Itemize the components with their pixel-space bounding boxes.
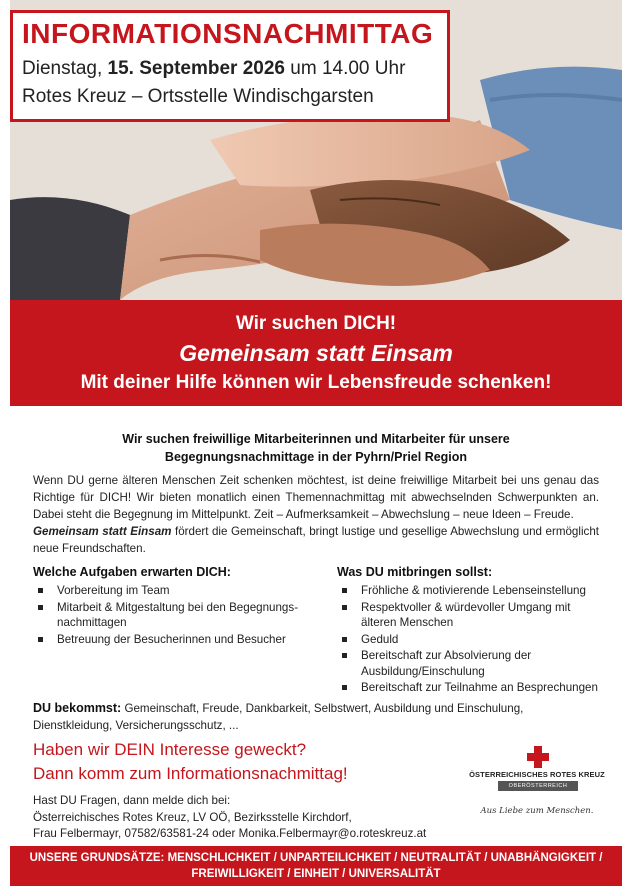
intro-heading xyxy=(60,430,572,466)
intro-line-1: Wir suchen freiwillige Mitarbeiterinnen und Mitarbeiter für unsere xyxy=(122,432,510,446)
date-bold: 15. September 2026 xyxy=(107,58,285,79)
benefits-list: Gemeinschaft, Freude, Dankbarkeit, Selbstwert, Ausbildung und Einschulung, Dienstkleidung, Versicherungsschutz, ... xyxy=(33,702,524,732)
tasks-section xyxy=(33,565,318,648)
logo-name: ÖSTERREICHISCHES ROTES KREUZ xyxy=(469,770,605,779)
intro-line-2: Begegnungsnachmittage in der Pyhrn/Priel Region xyxy=(164,450,468,464)
paragraph-emphasis: Gemeinsam statt Einsam xyxy=(33,525,172,538)
event-title: INFORMATIONSNACHMITTAG xyxy=(22,18,434,49)
logo-tagline: Aus Liebe zum Menschen. xyxy=(480,806,594,816)
cta-line-1: Haben wir DEIN Interesse geweckt? xyxy=(33,740,307,759)
requirements-heading: Was DU mitbringen sollst: xyxy=(337,565,493,579)
list-item: Geduld xyxy=(337,632,602,648)
event-place: Rotes Kreuz – Ortsstelle Windischgarsten xyxy=(22,86,374,107)
cta-line-2: Dann komm zum Informationsnachmittag! xyxy=(33,764,348,783)
description-paragraph xyxy=(33,472,599,557)
requirements-section xyxy=(337,565,602,697)
red-cross-icon xyxy=(527,746,549,768)
logo-subtitle: OBERÖSTERREICH xyxy=(498,781,578,791)
contact-block xyxy=(33,793,453,843)
footer-line-2: FREIWILLIGKEIT / EINHEIT / UNIVERSALITÄT xyxy=(191,868,441,880)
event-date xyxy=(22,58,405,80)
requirements-list xyxy=(337,583,602,696)
contact-line-2: Österreichisches Rotes Kreuz, LV OÖ, Bezirksstelle Kirchdorf, xyxy=(33,810,352,824)
list-item: Bereitschaft zur Teilnahme an Besprechungen xyxy=(337,680,602,696)
list-item: Vorbereitung im Team xyxy=(33,583,318,599)
date-prefix: Dienstag, xyxy=(22,58,108,79)
paragraph-text-1: Wenn DU gerne älteren Menschen Zeit schenken möchtest, ist deine freiwillige Mitarbeit bei uns genau das Richtige für DICH! Wir bieten monatlich einen Themennachmittag mit abwechselnden Schwerpunkten an. Dabei steht die Begegnung im Mittelpunkt. Zeit – Aufmerksamkeit – Abwechslung – neue Ideen – Freude. xyxy=(33,474,599,521)
paragraph-text-2: fördert die Gemeinschaft, bringt lustige und gesellige Abwechslung und ermöglicht neue Freundschaften. xyxy=(33,525,599,555)
list-item: Respektvoller & würdevoller Umgang mit älteren Menschen xyxy=(337,600,602,631)
list-item: Mitarbeit & Mitgestaltung bei den Begegnungsnachmittagen xyxy=(33,600,318,631)
contact-line-1: Hast DU Fragen, dann melde dich bei: xyxy=(33,794,231,807)
benefits-label: DU bekommst: xyxy=(33,701,122,715)
footer-line-1: UNSERE GRUNDSÄTZE: MENSCHLICHKEIT / UNPARTEILICHKEIT / NEUTRALITÄT / UNABHÄNGIGKEIT / xyxy=(29,852,603,864)
list-item: Betreuung der Besucherinnen und Besucher xyxy=(33,632,318,648)
banner-slogan: Gemeinsam statt Einsam xyxy=(179,340,453,366)
banner-line-3: Mit deiner Hilfe können wir Lebensfreude schenken! xyxy=(80,372,552,393)
benefits-text xyxy=(33,700,599,734)
tasks-heading: Welche Aufgaben erwarten DICH: xyxy=(33,565,231,579)
list-item: Fröhliche & motivierende Lebenseinstellung xyxy=(337,583,602,599)
banner-line-1: Wir suchen DICH! xyxy=(235,313,397,334)
list-item: Bereitschaft zur Absolvierung der Ausbildung/Einschulung xyxy=(337,648,602,679)
contact-line-3: Frau Felbermayr, 07582/63581-24 oder Monika.Felbermayr@o.roteskreuz.at xyxy=(33,827,427,840)
date-suffix: um 14.00 Uhr xyxy=(285,58,406,79)
tasks-list xyxy=(33,583,318,647)
